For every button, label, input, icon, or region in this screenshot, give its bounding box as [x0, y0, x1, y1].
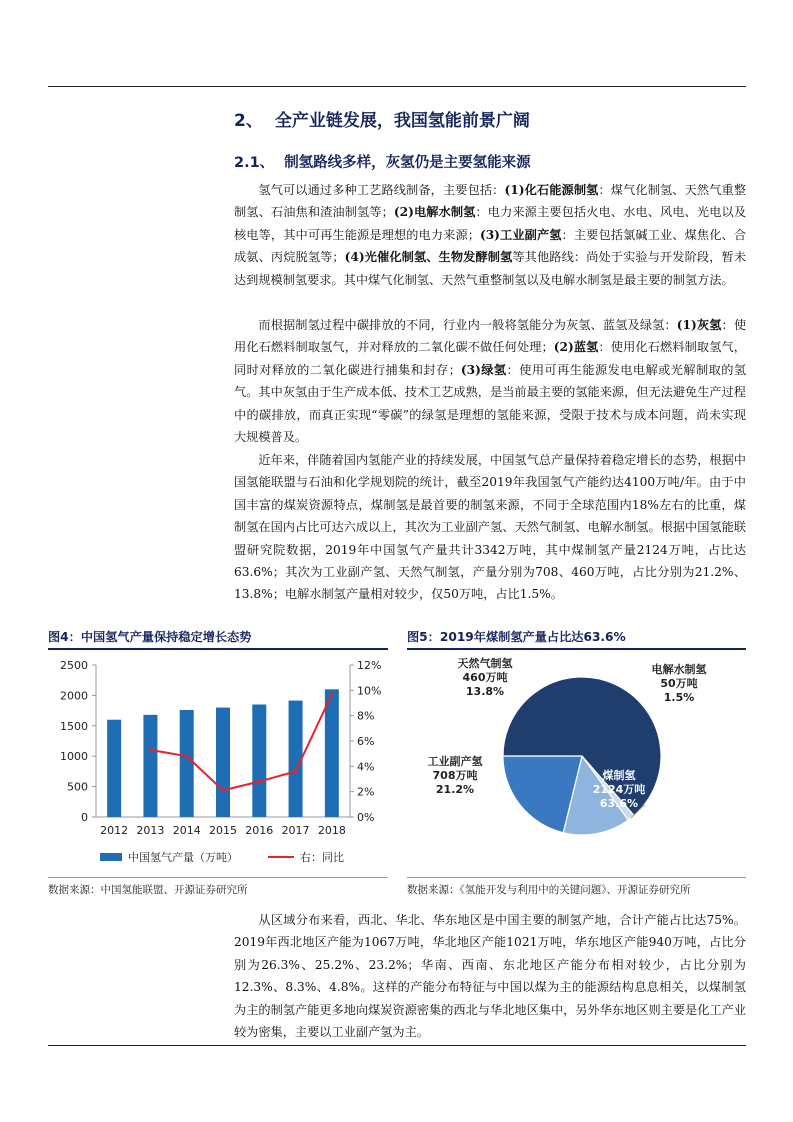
pie-label-gas: 460万吨: [462, 671, 508, 684]
right-axis-tick-label: 12%: [357, 659, 382, 672]
x-axis-tick-label: 2018: [317, 824, 346, 837]
pie-label-industrial: 708万吨: [432, 769, 478, 782]
yoy-point-2013: [149, 748, 152, 751]
paragraph-text: 氢气可以通过多种工艺路线制备，主要包括：: [258, 183, 505, 197]
yoy-point-2016: [258, 780, 261, 783]
pie-label-gas: 13.8%: [465, 685, 505, 698]
yoy-point-2017: [294, 770, 297, 773]
pie-label-electrolysis: 电解水制氢: [651, 663, 707, 676]
section-number: 2、: [234, 111, 263, 131]
left-axis-tick-label: 1000: [60, 750, 88, 764]
paragraph-emphasis: (3)绿氢: [460, 362, 507, 377]
x-axis-tick-label: 2014: [172, 824, 201, 837]
bar-2013: [143, 715, 157, 817]
figure4-source: 数据来源：中国氢能联盟、开源证券研究所: [48, 884, 248, 896]
right-axis-tick-label: 4%: [357, 760, 375, 774]
yoy-point-2018: [330, 693, 333, 696]
pie-label-coal: 2124万吨: [592, 783, 646, 796]
left-axis-tick-label: 1500: [60, 719, 88, 733]
x-axis-tick-label: 2016: [245, 824, 274, 837]
yoy-growth-line: [150, 694, 331, 790]
right-axis-tick-label: 2%: [357, 785, 375, 799]
x-axis-tick-label: 2013: [136, 824, 165, 837]
paragraph-emphasis: (1)化石能源制氢: [504, 183, 599, 197]
figure4-title: 图4：中国氢气产量保持稳定增长态势: [48, 630, 252, 644]
right-axis-tick-label: 10%: [357, 684, 382, 698]
figure5-title-rule: [407, 648, 746, 650]
x-axis-tick-label: 2015: [209, 824, 237, 837]
left-axis-tick-label: 500: [67, 780, 88, 794]
legend-bar-label: 中国氢气产量（万吨）: [128, 851, 238, 864]
paragraph-3: 近年来，伴随着国内氢能产业的持续发展，中国氢气总产量保持着稳定增长的态势，根据中国氢能联盟与石油和化学规划院的统计，截至2019年我国氢气产能约达4100万吨/年。由于中国丰富的煤炭资源特点，煤制氢是最首要的制氢来源，不同于全球范围内18%左右的比重，煤制氢在国内占比可达六成以上，其次为工业副产氢、天然气制氢、电解水制氢。根据中国氢能联盟研究院数据，2019年中国氢气产量共计3342万吨，其中煤制氢产量2124万吨，占比达63.6%；其次为工业副产氢、天然气制氢，产量分别为708、460万吨，占比分别为21.2%、13.8%；电解水制氢产量相对较少，仅50万吨，占比1.5%。: [234, 453, 746, 602]
figure5-source: 数据来源：《氢能开发与利用中的关键问题》、开源证券研究所: [407, 884, 691, 896]
bar-2014: [180, 710, 194, 817]
paragraph-emphasis: (2)电解水制氢: [393, 205, 476, 220]
section-title: 全产业链发展，我国氢能前景广阔: [274, 111, 530, 131]
left-axis-tick-label: 0: [81, 811, 88, 824]
paragraph-emphasis: (1)灰氢: [676, 318, 722, 332]
right-axis-tick-label: 0%: [357, 811, 375, 824]
pie-label-coal: 63.6%: [599, 797, 639, 810]
pie-label-industrial: 工业副产氢: [427, 755, 483, 768]
paragraph-text: ：使用化石燃料制取氢气，并对释放的二氧化碳不做任何处理；: [234, 318, 747, 355]
left-axis-tick-label: 2500: [60, 659, 88, 672]
pie-label-electrolysis: 1.5%: [663, 691, 695, 704]
paragraph-4: 从区域分布来看，西北、华北、华东地区是中国主要的制氢产地，合计产能占比达75%。2019年西北地区产能为1067万吨，华北地区产能1021万吨，华东地区产能940万吨，占比分别为26.3%、25.2%、23.2%；华南、西南、东北地区产能分布相对较少，占比分别为12.3%、8.3%、4.8%。这样的产能分布特征与中国以煤为主的能源结构息息相关，以煤制氢为主的制氢产能更多地向煤炭资源密集的西北与华北地区集中，另外华东地区则主要是化工产业较为密集，主要以工业副产氢为主。: [234, 913, 746, 1040]
paragraph-text: 等其他路线：尚处于实验与开发阶段，暂未达到规模制氢要求。其中煤气化制氢、天然气重整制氢以及电解水制氢是最主要的制氢方法。: [234, 250, 747, 287]
paragraph-text: ：使用化石燃料制取氢气，同时对释放的二氧化碳进行捕集和封存；: [234, 340, 746, 377]
paragraph-text: ：主要包括氯碱工业、煤焦化、合成氨、丙烷脱氢等；: [234, 227, 747, 265]
hydrogen-production-chart: [48, 652, 388, 874]
subsection-number: 2.1、: [234, 155, 275, 171]
bar-2015: [216, 708, 230, 817]
right-axis-tick-label: 6%: [357, 735, 375, 748]
footer-rule: [48, 1045, 746, 1046]
figure5-bottom-rule: [407, 877, 746, 878]
paragraph-text: ：电力来源主要包括火电、水电、风电、光电以及核电等，其中可再生能源是理想的电力来源；: [234, 205, 747, 242]
yoy-point-2015: [222, 789, 225, 792]
paragraph-emphasis: (3)工业副产氢: [479, 227, 562, 242]
paragraph-2: [234, 314, 746, 448]
paragraph-1: [234, 179, 746, 291]
yoy-point-2014: [185, 755, 188, 758]
legend-bar-swatch: [100, 853, 122, 861]
header-rule: [48, 86, 746, 87]
bar-2018: [325, 689, 339, 817]
subsection-title: 制氢路线多样，灰氢仍是主要氢能来源: [284, 155, 531, 171]
right-axis-tick-label: 8%: [357, 709, 375, 723]
paragraph-text: 而根据制氢过程中碳排放的不同，行业内一般将氢能分为灰氢、蓝氢及绿氢：: [258, 318, 677, 332]
pie-label-coal: 煤制氢: [602, 769, 636, 782]
legend-line-label: 右：同比: [300, 851, 344, 864]
pie-label-electrolysis: 50万吨: [660, 677, 698, 690]
paragraph-emphasis: (2)蓝氢: [553, 340, 599, 355]
left-axis-tick-label: 2000: [60, 689, 88, 703]
subsection-heading: [234, 151, 531, 172]
paragraph-text: ：使用可再生能源发电电解或光解制取的氢气。其中灰氢由于生产成本低、技术工艺成熟，是当前最主要的氢能来源，但无法避免生产过程中的碳排放，而真正实现“零碳”的绿氢是理想的氢能来源，受限于技术与成本问题，尚未实现大规模普及。: [234, 362, 747, 445]
figure4-bottom-rule: [48, 877, 388, 878]
bar-2016: [252, 705, 266, 817]
hydrogen-source-pie-chart: [407, 652, 746, 874]
paragraph-emphasis: (4)光催化制氢、生物发酵制氢: [344, 250, 513, 265]
section-heading: [234, 106, 530, 131]
paragraph-text: ：煤气化制氢、天然气重整制氢、石油焦和渣油制氢等；: [234, 183, 747, 220]
pie-label-industrial: 21.2%: [435, 783, 475, 796]
x-axis-tick-label: 2017: [281, 824, 310, 837]
pie-label-gas: 天然气制氢: [457, 657, 513, 670]
bar-2012: [107, 720, 121, 817]
figure5-title: 图5：2019年煤制氢产量占比达63.6%: [407, 630, 626, 644]
figure4-title-rule: [48, 648, 388, 650]
x-axis-tick-label: 2012: [100, 824, 129, 837]
